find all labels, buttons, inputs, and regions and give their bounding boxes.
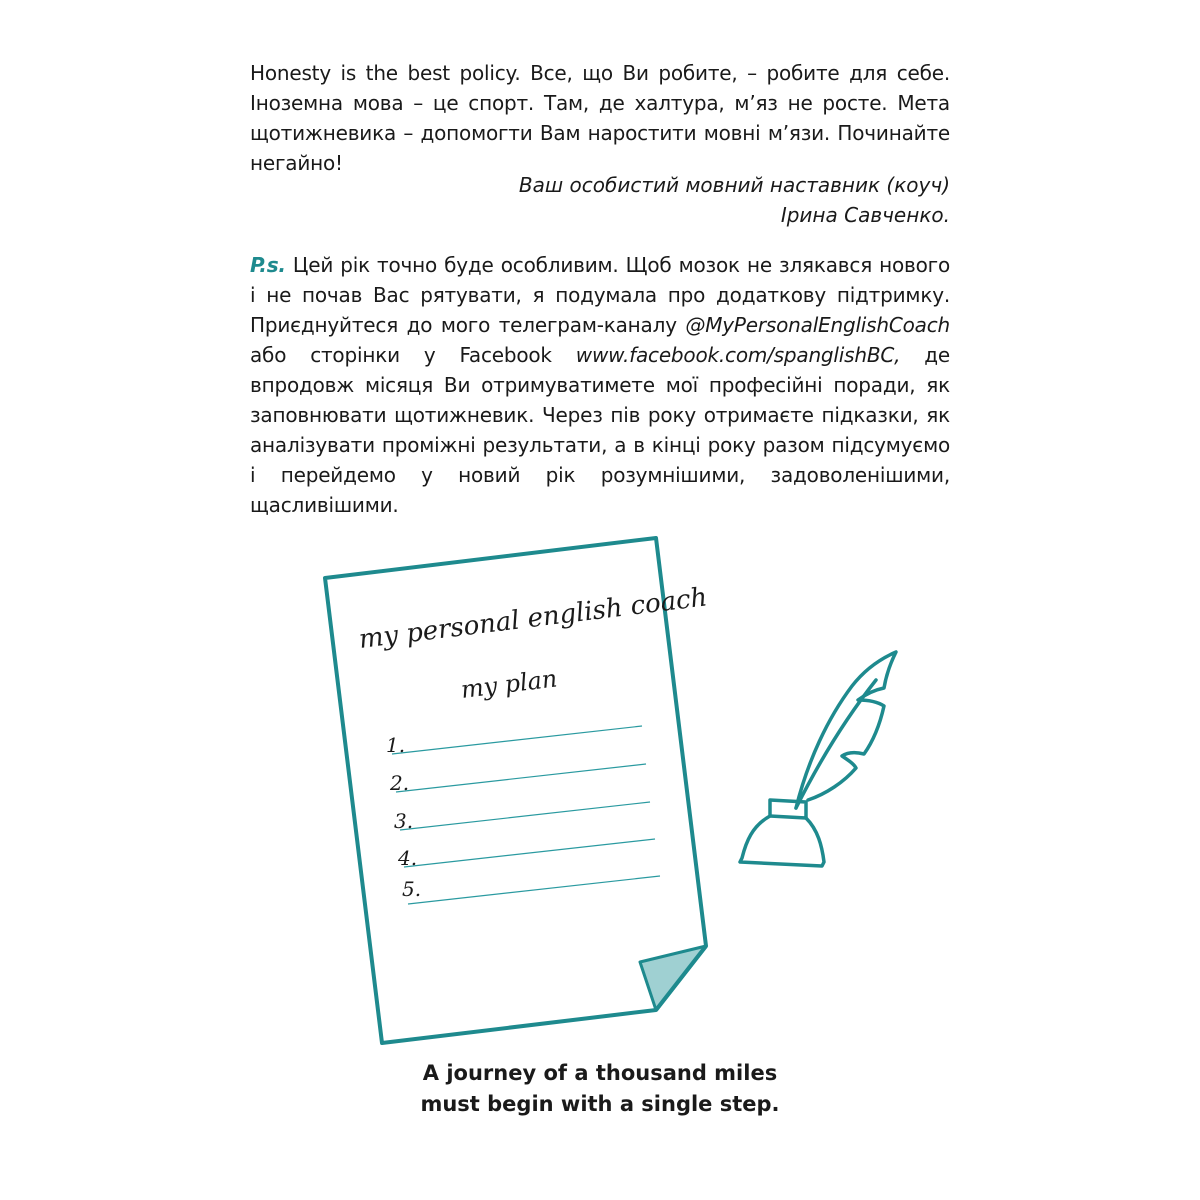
quote bbox=[300, 1058, 900, 1120]
telegram-channel: @MyPersonalEnglishCoach bbox=[685, 313, 950, 337]
plan-item-3: 3. bbox=[394, 809, 414, 833]
signature-line-1: Ваш особистий мовний наставник (коуч) bbox=[518, 173, 950, 197]
ps-text-part-2: або сторінки у Facebook bbox=[250, 343, 576, 367]
plan-item-2: 2. bbox=[390, 771, 410, 795]
inkwell-icon bbox=[740, 800, 824, 866]
ps-text-part-3: де впродовж місяця Ви отримуватимете мої професійні поради, як заповнювати щотижневик. Через пів року отримаєте підказки, як аналізувати проміжні результати, а в кінці року разом підсумуємо і перейдемо у новий рік розумнішими, задоволенішими, щасливішими. bbox=[250, 343, 950, 517]
quote-line-1: A journey of a thousand miles bbox=[422, 1061, 778, 1085]
quote-line-2: must begin with a single step. bbox=[420, 1092, 780, 1116]
plan-item-1: 1. bbox=[386, 733, 406, 757]
ps-text-part-1: Цей рік точно буде особливим. Щоб мозок не злякався нового і не почав Вас рятувати, я подумала про додаткову підтримку. Приєднуйтеся до мого телеграм-каналу bbox=[250, 253, 950, 337]
ps-label: P.s. bbox=[250, 253, 286, 277]
sheet-subtitle: my plan bbox=[459, 664, 559, 704]
quill-icon bbox=[796, 652, 896, 808]
facebook-url: www.facebook.com/spanglishBC, bbox=[575, 343, 901, 367]
intro-text: Honesty is the best policy. Все, що Ви робите, – робите для себе. Іноземна мова – це спорт. Там, де халтура, м’яз не росте. Мета щотижневика – допомогти Вам наростити мовні м’язи. Починайте негайно! bbox=[250, 61, 950, 175]
plan-item-4: 4. bbox=[398, 846, 418, 870]
plan-item-5: 5. bbox=[402, 877, 422, 901]
sheet-title: my personal english coach bbox=[357, 582, 709, 655]
signature-line-2: Ірина Савченко. bbox=[780, 203, 950, 227]
